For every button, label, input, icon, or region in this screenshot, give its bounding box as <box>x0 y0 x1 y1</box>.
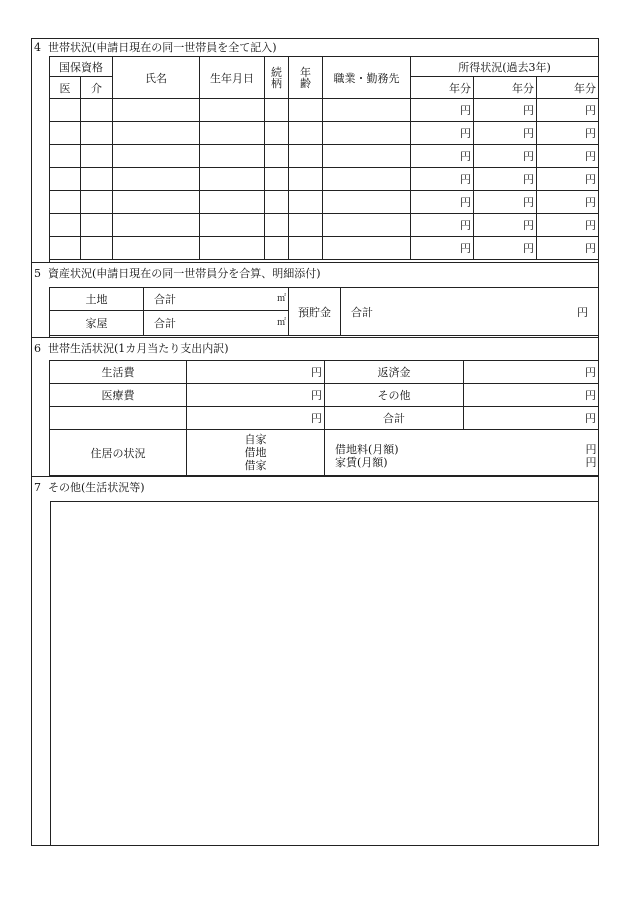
land-rent-label: 借地料(月額) <box>335 443 399 456</box>
household-cell[interactable] <box>113 99 200 122</box>
income-cell[interactable]: 円 <box>474 145 537 168</box>
house-rent-line <box>327 456 597 469</box>
household-cell[interactable] <box>289 168 323 191</box>
household-cell[interactable] <box>50 99 81 122</box>
household-cell[interactable] <box>289 99 323 122</box>
section-5-title <box>34 267 321 281</box>
section-5-number: 5 <box>34 267 41 280</box>
section-7-top-border <box>32 476 598 477</box>
expense-total-label: 合計 <box>325 407 464 430</box>
household-cell[interactable] <box>50 191 81 214</box>
other-notes-area[interactable] <box>50 501 598 846</box>
household-cell[interactable] <box>265 168 289 191</box>
income-cell[interactable]: 円 <box>474 99 537 122</box>
house-rent-yen: 円 <box>585 456 597 469</box>
income-cell[interactable]: 円 <box>537 99 599 122</box>
expense-other-label: その他 <box>325 384 464 407</box>
form-frame <box>31 38 599 846</box>
household-cell[interactable] <box>323 122 411 145</box>
expense-blank-yen: 円 <box>187 407 325 430</box>
income-cell[interactable]: 円 <box>411 145 474 168</box>
household-cell[interactable] <box>323 237 411 260</box>
household-cell[interactable] <box>289 237 323 260</box>
household-cell[interactable] <box>81 214 113 237</box>
table-row <box>50 145 599 168</box>
household-cell[interactable] <box>50 214 81 237</box>
asset-house-label: 家屋 <box>50 311 144 336</box>
income-cell[interactable]: 円 <box>537 191 599 214</box>
expense-blank-label <box>50 407 187 430</box>
household-cell[interactable] <box>113 214 200 237</box>
household-cell[interactable] <box>50 237 81 260</box>
table-row <box>50 214 599 237</box>
household-cell[interactable] <box>200 191 265 214</box>
asset-house-total: 合計 ㎡ <box>144 311 289 336</box>
household-cell[interactable] <box>265 145 289 168</box>
land-rent-yen: 円 <box>585 443 597 456</box>
header-iryo: 医 <box>50 77 81 99</box>
household-cell[interactable] <box>289 122 323 145</box>
income-cell[interactable]: 円 <box>411 214 474 237</box>
expense-medical-label: 医療費 <box>50 384 187 407</box>
house-rent-label: 家賃(月額) <box>335 456 388 469</box>
asset-land-total: 合計 ㎡ <box>144 288 289 311</box>
section-5-top-border <box>32 262 598 263</box>
income-cell[interactable]: 円 <box>474 122 537 145</box>
household-cell[interactable] <box>50 145 81 168</box>
income-cell[interactable]: 円 <box>537 237 599 260</box>
household-cell[interactable] <box>200 214 265 237</box>
household-cell[interactable] <box>265 191 289 214</box>
header-year-1: 年分 <box>411 77 474 99</box>
table-row <box>50 99 599 122</box>
income-cell[interactable]: 円 <box>411 99 474 122</box>
income-cell[interactable]: 円 <box>474 237 537 260</box>
household-cell[interactable] <box>323 191 411 214</box>
section-5-title-text: 資産状況(申請日現在の同一世帯員分を合算、明細添付) <box>48 267 321 280</box>
land-area-unit: ㎡ <box>276 294 286 304</box>
table-row <box>50 168 599 191</box>
expense-other-yen: 円 <box>464 384 599 407</box>
table-row <box>50 122 599 145</box>
expense-repay-yen: 円 <box>464 361 599 384</box>
income-cell[interactable]: 円 <box>537 145 599 168</box>
household-cell[interactable] <box>81 168 113 191</box>
income-cell[interactable]: 円 <box>474 214 537 237</box>
header-relation: 続柄 <box>265 57 289 99</box>
header-income: 所得状況(過去3年) <box>411 57 599 77</box>
section-7-title-text: その他(生活状況等) <box>48 481 145 494</box>
household-table <box>49 56 599 260</box>
section-4-title <box>34 41 277 55</box>
header-age: 年齢 <box>289 57 323 99</box>
household-cell[interactable] <box>81 191 113 214</box>
household-cell[interactable] <box>81 145 113 168</box>
income-cell[interactable]: 円 <box>537 168 599 191</box>
household-rows <box>50 99 599 260</box>
expense-total-yen: 円 <box>464 407 599 430</box>
header-year-2: 年分 <box>474 77 537 99</box>
header-birthdate: 生年月日 <box>200 57 265 99</box>
household-cell[interactable] <box>289 145 323 168</box>
income-cell[interactable]: 円 <box>537 122 599 145</box>
header-year-3: 年分 <box>537 77 599 99</box>
section-4-number: 4 <box>34 41 41 54</box>
household-cell[interactable] <box>265 99 289 122</box>
household-cell[interactable] <box>113 168 200 191</box>
house-area-unit: ㎡ <box>276 318 286 328</box>
household-cell[interactable] <box>200 122 265 145</box>
living-expense-table <box>49 360 599 476</box>
household-cell[interactable] <box>50 122 81 145</box>
housing-status-label: 住居の状況 <box>50 430 187 476</box>
household-cell[interactable] <box>265 214 289 237</box>
section-6-title-text: 世帯生活状況(1カ月当たり支出内訳) <box>48 342 229 355</box>
asset-savings-total: 合計 円 <box>341 288 599 336</box>
assets-table <box>49 287 599 336</box>
expense-living-label: 生活費 <box>50 361 187 384</box>
income-cell[interactable]: 円 <box>411 237 474 260</box>
table-row <box>50 191 599 214</box>
section-7-title <box>34 481 145 495</box>
section-4-title-text: 世帯状況(申請日現在の同一世帯員を全て記入) <box>48 41 277 54</box>
section-6-number: 6 <box>34 342 41 355</box>
header-kokuho: 国保資格 <box>50 57 113 77</box>
household-cell[interactable] <box>200 99 265 122</box>
income-cell[interactable]: 円 <box>474 191 537 214</box>
household-cell[interactable] <box>323 168 411 191</box>
household-cell[interactable] <box>323 145 411 168</box>
table-row <box>50 237 599 260</box>
household-cell[interactable] <box>323 99 411 122</box>
household-cell[interactable] <box>265 237 289 260</box>
asset-savings-label: 預貯金 <box>289 288 341 336</box>
household-cell[interactable] <box>113 191 200 214</box>
housing-type-rented: 借家 <box>244 459 267 472</box>
household-cell[interactable] <box>81 122 113 145</box>
household-cell[interactable] <box>289 191 323 214</box>
section-7-number: 7 <box>34 481 41 494</box>
household-cell[interactable] <box>113 122 200 145</box>
land-rent-line <box>327 443 597 456</box>
section-6-top-border <box>32 337 598 338</box>
household-cell[interactable] <box>265 122 289 145</box>
household-cell[interactable] <box>289 214 323 237</box>
housing-types <box>187 430 325 476</box>
household-cell[interactable] <box>81 237 113 260</box>
housing-rent-cell <box>325 430 599 476</box>
income-cell[interactable]: 円 <box>411 168 474 191</box>
household-cell[interactable] <box>113 237 200 260</box>
header-name: 氏名 <box>113 57 200 99</box>
income-cell[interactable]: 円 <box>537 214 599 237</box>
household-cell[interactable] <box>200 168 265 191</box>
asset-land-label: 土地 <box>50 288 144 311</box>
expense-medical-yen: 円 <box>187 384 325 407</box>
household-cell[interactable] <box>81 99 113 122</box>
expense-repay-label: 返済金 <box>325 361 464 384</box>
section-6-title <box>34 342 229 356</box>
household-cell[interactable] <box>200 237 265 260</box>
income-cell[interactable]: 円 <box>411 191 474 214</box>
household-cell[interactable] <box>323 214 411 237</box>
household-cell[interactable] <box>200 145 265 168</box>
income-cell[interactable]: 円 <box>411 122 474 145</box>
household-cell[interactable] <box>113 145 200 168</box>
housing-type-leased-land: 借地 <box>244 446 267 459</box>
housing-type-own: 自家 <box>244 433 267 446</box>
header-occupation: 職業・勤務先 <box>323 57 411 99</box>
income-cell[interactable]: 円 <box>474 168 537 191</box>
savings-yen-unit: 円 <box>577 305 588 319</box>
header-kaigo: 介 <box>81 77 113 99</box>
household-cell[interactable] <box>50 168 81 191</box>
expense-living-yen: 円 <box>187 361 325 384</box>
